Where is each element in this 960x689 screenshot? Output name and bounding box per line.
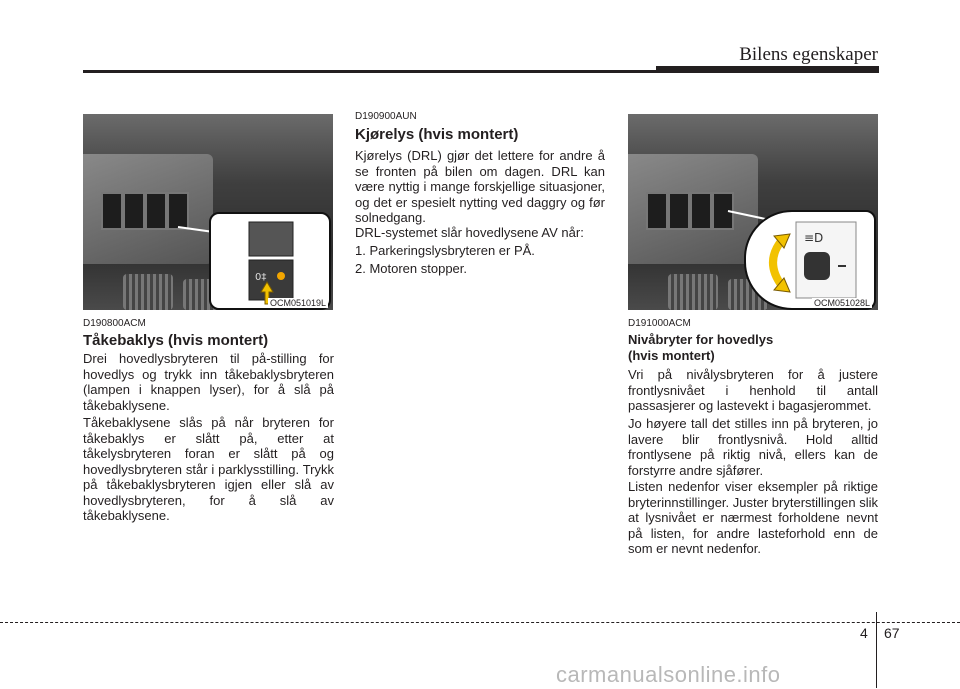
paragraph: Jo høyere tall det stilles inn på bryteren, jo lavere blir frontlysnivå. Hold alltid frontlysene på riktig nivå, ellers kan de forstyrre andre sjåfører.	[628, 416, 878, 478]
paragraph: DRL-systemet slår hovedlysene AV når:	[355, 225, 584, 240]
dial-closeup-inset	[744, 210, 876, 310]
section-code: D191000ACM	[628, 318, 691, 329]
running-header-title: Bilens egenskaper	[739, 44, 878, 65]
page-number: 67	[884, 625, 900, 641]
switch-slot	[145, 192, 167, 230]
section-code: D190900AUN	[355, 111, 417, 122]
indicator-lamp	[277, 272, 285, 280]
header-rule-accent	[656, 66, 879, 71]
switch-slot	[690, 192, 712, 230]
section-code: D190800ACM	[83, 318, 146, 329]
watermark: carmanualsonline.info	[556, 662, 781, 687]
switch-closeup-inset	[209, 212, 331, 310]
paragraph: Drei hovedlysbryteren til på-stilling for hovedlys og trykk inn tåkebaklysbryteren (lampen i knappen lyser), for å slå på tåkebaklysene.	[83, 351, 334, 413]
paragraph: Kjørelys (DRL) gjør det lettere for andre å se fronten på bilen om dagen. DRL kan være nyttig i mange forskjellige situasjoner, og det er spesielt nytting ved daggry og før solnedgang.	[355, 148, 605, 225]
paragraph: Vri på nivålysbryteren for å justere frontlysnivået i henhold til antall passasjerer og lastevekt i bagasjerommet.	[628, 367, 878, 413]
section-heading: Tåkebaklys (hvis montert)	[83, 332, 269, 349]
photo-code: OCM051019L	[270, 298, 327, 308]
section-heading-qualifier: (hvis montert)	[628, 348, 715, 363]
list-item: 2. Motoren stopper.	[355, 261, 468, 276]
list-item: 1. Parkeringslysbryteren er PÅ.	[355, 243, 535, 258]
paragraph: Tåkebaklysene slås på når bryteren for tåkebaklys er slått på, etter at tåkelysbryteren foran er slått på og hovedlysbryteren står i parklysstilling. Trykk på tåkebaklysbryteren igjen eller slå av hovedlysbryteren, for å slå av tåkebaklysene.	[83, 415, 334, 523]
switch-slot	[101, 192, 123, 230]
pedal	[668, 274, 718, 310]
switch-slot	[167, 192, 189, 230]
headlight-leveling-photo	[628, 114, 878, 310]
switch-slot	[646, 192, 668, 230]
section-heading: Nivåbryter for hovedlys	[628, 332, 774, 347]
switch-slot	[668, 192, 690, 230]
footer-rule	[0, 622, 960, 623]
section-heading: Kjørelys (hvis montert)	[355, 126, 519, 143]
rear-fog-switch-photo	[83, 114, 333, 310]
switch-slot	[123, 192, 145, 230]
chapter-number: 4	[860, 625, 868, 641]
photo-code: OCM051028L	[814, 298, 871, 308]
footer-separator	[876, 612, 877, 688]
headlamp-level-icon: ≡D	[804, 231, 824, 245]
leveling-dial-closeup	[746, 212, 874, 308]
leveling-dial	[804, 252, 830, 280]
rotate-arrow-icon	[773, 240, 782, 286]
paragraph: Listen nedenfor viser eksempler på riktige bryterinnstillinger. Juster bryterstillingen slik at lysnivået er nærmest forholdene nevnt på listen, for andre lasteforhold enn de som er nevnt nedenfor.	[628, 479, 878, 556]
svg-text:0‡: 0‡	[255, 272, 267, 283]
rear-fog-switch-closeup	[211, 214, 329, 308]
pedal	[123, 274, 173, 310]
